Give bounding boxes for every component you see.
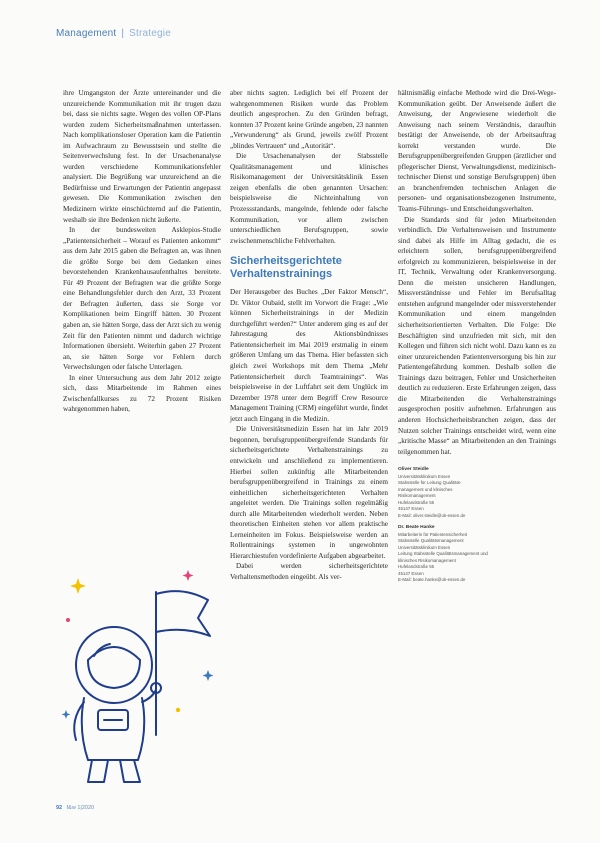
flag — [156, 591, 210, 636]
author-bio — [398, 467, 556, 519]
header-separator: | — [121, 28, 125, 39]
author-name: Dr. Beate Hanke — [398, 525, 435, 531]
page-footer — [56, 805, 94, 811]
bio-line: Universitätsklinikum Essen — [398, 544, 451, 550]
paragraph: Der Herausgeber des Buches „Der Faktor Mensch“, Dr. Viktor Oubaid, stellt im Vorwort die Frage: „Wie können Sicherheitstrainings in der Medizin durchgeführt werden?“ Unter anderem ging es auf der Jahrestagung des Aktionsbündnisses Patientensicherheit im Mai 2019 erstmalig in einem größeren Umfang um das Thema. Hier befassten sich gleich zwei Workshops mit dem Thema „Mehr Patientensicherheit durch Teamtrainings“. Was beispielsweise in der Luftfahrt seit dem Unglück im Dezember 1978 unter dem Begriff Crew Resource Management Training (CRM) eingeführt wurde, findet jetzt auch Eingang in die Medizin. — [230, 288, 388, 423]
paragraph: ihre Umgangston der Ärzte untereinander und die unzureichende Kommunikation mit ihr trugen dazu bei, dass sie nichts sagte. Wegen des vollen OP-Plans wurden zudem Sicherheitsmaßnahmen unterlassen. Nach komplikationsloser Operation kam die Patientin im Aufwachraum zu Bewusstsein und stellte die Seitenverwechslung fest. In der Ursachenanalyse wurden verschiedene Kommunikationsfehler analysiert. Die Begrüßung war unzureichend an die Bedürfnisse und Erwartungen der Patientin angepasst gewesen. Die Kommunikation zwischen den Medizinern wirkte einschüchternd auf die Patientin, weshalb sie ihre Bedenken nicht äußerte. — [63, 89, 221, 224]
bio-line: Risikomanagement — [398, 493, 436, 499]
dot-icon — [66, 618, 70, 622]
paragraph: hältnismäßig einfache Methode wird die Drei-Wege-Kommunikation geübt. Der Anweisende äußert die Anweisung, der Angewiesene wiederholt die Anweisung nach seinem Verständnis, daraufhin bestätigt der Anweisende, ob der Arbeitsauftrag korrekt verstanden wurde. Die Berufsgruppenübergreifenden Gruppen (ärztlicher und pflegerischer Dienst, Verwaltungsdienst, medizinisch-technischer Dienst und sonstige Berufsgruppen) üben an branchenfremden technischen Anlagen die personen- und organisationsbezogenen Instrumente, Teams-Führungs- und Entscheidungsverhalten. — [398, 89, 556, 214]
bio-line: Stabsstelle für Leitung Qualitäts- — [398, 480, 462, 486]
subheading: Sicherheitsgerichtete Verhaltenstrainings — [230, 255, 342, 281]
bio-line: Stabsstelle Qualitätsmanagement — [398, 538, 464, 544]
paragraph: Die Ursachenanalysen der Stabsstelle Qualitätsmanagement und klinisches Risikomanagement der Universitätsklinik Essen zeigen ebenfalls die oben genannten Ursachen: beispielsweise die Nichteinhaltung von Prozessstandards, mangelnde, fehlende oder falsche Kommunikation, vor allem zwischen unterschiedlichen Berufsgruppen, sowie zwischenmenschliche Fehlverhalten. — [230, 152, 388, 245]
astronaut-illustration — [58, 560, 223, 790]
bio-line: 45147 Essen — [398, 570, 424, 576]
page-number: 92 — [56, 805, 63, 811]
bio-email[interactable]: E-Mail: oliver.steidle@uk-essen.de — [398, 512, 466, 518]
text-column-2 — [230, 88, 388, 583]
bio-line: klinisches Risikomanagement — [398, 557, 456, 563]
bio-email[interactable]: E-Mail: beate.hanke@uk-essen.de — [398, 577, 466, 583]
bio-line: 45147 Essen — [398, 506, 424, 512]
author-bio — [398, 525, 556, 584]
paragraph: aber nichts sagten. Lediglich bei elf Prozent der wahrgenommenen Risiken wurde das Problem deutlich angesprochen. Zu den Gründen befragt, konnten 37 Prozent keine Gründe angeben, 23 nannten „Verwunderung“ als Grund, jeweils zwölf Prozent „blindes Vertrauen“ und „Autorität“. — [230, 89, 388, 150]
section-header — [56, 28, 171, 39]
bio-line: Hufelandstraße 55 — [398, 564, 435, 570]
publication-title: f&w 1|2020 — [66, 805, 95, 811]
bio-line: management und klinisches — [398, 486, 453, 492]
star-icon — [203, 670, 214, 681]
paragraph: In der bundesweiten Asklepios-Studie „Patientensicherheit – Worauf es Patienten ankommt“ aus dem Jahr 2015 gaben die Befragten an, was ihnen die größte Sorge bei dem Gedanken eines bevorstehenden Krankenhausaufenthaltes bereitete. Für 49 Prozent der Befragten war die größte Sorge eine Behandlungsfehler durch den Arzt, 33 Prozent der Befragten äußerten, dass sie Sorge vor Komplikationen beim Eingriff hätten. 30 Prozent gaben an, sie hätten Sorge, dass der Arzt sich zu wenig Zeit für den Patienten nimmt und dadurch wichtige Informationen übersieht. Weiterhin gaben 27 Prozent an, sie hätten Sorge vor Fehlern durch Verwechslungen oder falsche Unterlagen. — [63, 226, 221, 372]
paragraph: Dabei werden sicherheitsgerichtete Verhaltensmethoden eingeübt. Als ver- — [230, 562, 388, 581]
text-column-3 — [398, 88, 556, 584]
star-icon — [70, 578, 86, 594]
bio-line: Mitarbeiterin für Patientensicherheit — [398, 531, 468, 537]
bio-line: Hufelandstraße 55 — [398, 499, 435, 505]
star-icon — [183, 570, 194, 581]
section-label: Management — [56, 28, 117, 39]
paragraph: Die Universitätsmedizin Essen hat im Jahr 2019 begonnen, berufsgruppenübergreifende Standards für sicherheitsgerichtete Verhaltenstrainings zu entwickeln und anschließend zu implementieren. Hierbei sollen zukünftig alle Mitarbeitenden berufsgruppenübergreifend in Trainings zu einem einheitlichen sicherheitsgerichteten Verhalten angeleitet werden. Die Trainings sollen regelmäßig durch alle Mitarbeitenden wiederholt werden. Neben theoretischen Einheiten stehen vor allem praktische Lerneinheiten im Fokus. Beispielsweise werden an Rollentrainings systemen in ungewohnten Hierarchiestufen vordefinierte Aufgaben abgearbeitet. — [230, 425, 388, 560]
paragraph: Die Standards sind für jeden Mitarbeitenden verbindlich. Die Verhaltensweisen und Instrumente sind dabei als Hilfe im Alltag gedacht, die es erleichtern sollen, berufsgruppenübergreifend erfolgreich zu kommunizieren, beispielsweise in der IT, Technik, Verwaltung oder Krankenversorgung. Denn die meisten unsicheren Handlungen, Missverständnisse und Fehler im Berufsalltag entstehen aufgrund mangelnder oder missverstehender Kommunikation und einem mangelnden sicherheitsorientierten Verhalten. Die Folge: Die Beschäftigten sind unzufrieden mit sich, mit den Kollegen und führen sich nicht wohl. Dazu kann es zu einer unzureichenden Patientenversorgung bis hin zur Patientengefährdung kommen. Deshalb sollen die Trainings dazu beitragen, Fehler und Unsicherheiten deutlich zu reduzieren. Erste Erfahrungen zeigen, dass die Mitarbeitenden die Verhaltenstrainings ausgesprochen positiv aufnehmen. Erfahrungen aus anderen Hochsicherheitsbranchen zeigen, dass der Nutzen solcher Trainings entscheidet wird, wenn eine „kritische Masse“ an Mitarbeitenden an den Trainings teilgenommen hat. — [398, 215, 556, 456]
paragraph: In einer Untersuchung aus dem Jahr 2012 zeigte sich, dass Mitarbeitende im Rahmen eines Zwischenfallkurses zu 72 Prozent Risiken wahrgenommen haben, — [63, 373, 221, 414]
star-icon — [62, 710, 71, 719]
bio-line: Universitätsklinikum Essen — [398, 473, 451, 479]
bio-line: Leitung Stabsstelle Qualitätsmanagement und — [398, 551, 488, 557]
category-label: Strategie — [129, 28, 171, 39]
text-column-1 — [63, 88, 221, 415]
author-name: Oliver Steidle — [398, 467, 429, 473]
dot-icon — [176, 708, 180, 712]
